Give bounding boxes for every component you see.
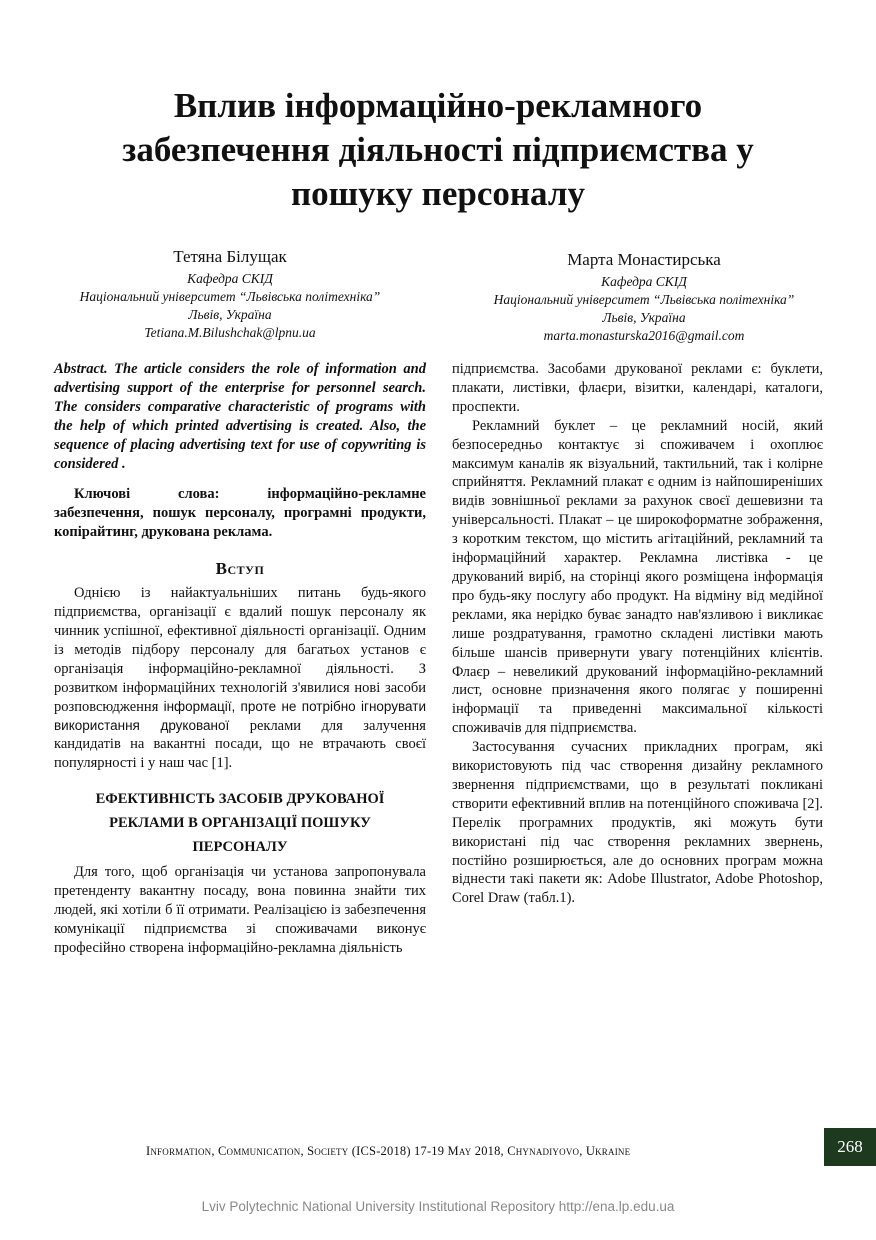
author-department: Кафедра СКІД (187, 271, 273, 286)
repository-notice[interactable]: Lviv Polytechnic National University Institutional Repository http://ena.lp.edu.ua (201, 1199, 675, 1214)
author-email[interactable]: marta.monasturska2016@gmail.com (543, 328, 745, 343)
heading-line: РЕКЛАМИ В ОРГАНІЗАЦІЇ ПОШУКУ (109, 815, 371, 832)
author-name: Тетяна Білущак (173, 247, 287, 266)
conference-footer: Information, Communication, Society (ICS-2018) 17-19 May 2018, Chynadiyovo, Ukraine (146, 1144, 631, 1158)
intro-text-highlight: інформації, проте не потрібно ігнорувати використання друкованої (54, 698, 426, 733)
title-line: забезпечення діяльності підприємства у (122, 130, 754, 169)
author-university: Національний університет “Львівська політехніка” (79, 289, 381, 304)
page-number: 268 (837, 1137, 863, 1156)
section-heading-effectiveness (54, 787, 426, 859)
left-column (54, 360, 426, 958)
paper-title (40, 84, 836, 216)
right-paragraph-software: Застосування сучасних прикладних програм, які використовують під час створення дизайну рекламного звернення підприємствами, що в результаті покликані створити ефективний вплив на потенційного споживача [2]. Перелік програмних продуктів, які можуть бути використані під час створення рекламних звернень, постійно розширюється, але до основних програм можна віднести такі пакети як: Adobe Illustrator, Adobe Photoshop, Corel Draw (табл.1). (452, 739, 823, 907)
right-paragraph-booklet: Рекламний буклет – це рекламний носій, який безпосередньо контактує зі споживачем і охоплює максимум каналів як візуальний, тактильний, так і колірне сприйняття. Рекламний плакат є одним із найпоширеніших видів зовнішньої реклами за рахунок своєї дешевизни та універсальності. Плакат – це широкоформатне зображення, з коротким текстом, що містить агітаційний, рекламний та інформаційний характер. Рекламна листівка - це друкований виріб, на сторінці якого розміщена інформація про будь-яку послугу або продукт. На відміну від медійної реклами, яка нерідко буває занадто нав'язливою і викликає лише роздратування, грамотно складені листівки мають більше шансів привернути увагу потенційних клієнтів. Флаєр – невеликий друкований інформаційно-рекламний лист, основне призначення якого полягає у поширенні інформації та приведенні максимальної кількості споживачів для підприємства. (452, 417, 823, 737)
author-department: Кафедра СКІД (601, 274, 687, 289)
title-line: Вплив інформаційно-рекламного (173, 86, 703, 125)
author-city: Львів, Україна (602, 310, 686, 325)
abstract: Abstract. The article considers the role of information and advertising support of the enterprise for personnel search. The considers comparative characteristic of programs with the help of which printed advertising is created. Also, the sequence of placing advertising text for use of copywriting is considered . (54, 361, 426, 472)
page-number-box (824, 1128, 876, 1166)
section-heading-intro: Вступ (215, 559, 265, 579)
author-name: Марта Монастирська (567, 250, 721, 269)
author-city: Львів, Україна (188, 307, 272, 322)
heading-line: ПЕРСОНАЛУ (192, 839, 288, 856)
intro-text-end: реклами для залучення кандидатів на вакантні посади, що не втрачають своєї популярності і у наш час [1]. (54, 717, 426, 772)
keywords: Ключові слова: інформаційно-рекламне забезпечення, пошук персоналу, програмні продукти, копірайтинг, друкована реклама. (54, 486, 426, 541)
intro-text-start: Однією із найактуальніших питань будь-якого підприємства, організації є вдалий пошук персоналу як чинник успішної, ефективної діяльності організації. Одним із методів підбору персоналу для багатьох установ є організація інформаційно-рекламної діяльності. З розвитком інформаційних технологій з'явилися нові засоби розповсюдження (54, 585, 426, 715)
author-block-2 (452, 249, 836, 345)
right-paragraph-continued: підприємства. Засобами друкованої реклами є: буклети, плакати, листівки, флаєри, візитки, календарі, каталоги, проспекти. (452, 361, 823, 415)
right-column (452, 360, 823, 908)
author-email[interactable]: Tetiana.M.Bilushchak@lpnu.ua (144, 325, 316, 340)
intro-paragraph (54, 584, 426, 773)
author-block-1 (44, 246, 416, 342)
section2-paragraph: Для того, щоб організація чи установа запропонувала претенденту вакантну посаду, вона повинна знайти тих людей, які хотіли б її отримати. Реалізацією із забезпечення комунікації підприємства зі споживачами виконує професійно створена інформаційно-рекламна діяльність (54, 864, 426, 956)
author-university: Національний університет “Львівська політехніка” (493, 292, 795, 307)
heading-line: ЕФЕКТИВНІСТЬ ЗАСОБІВ ДРУКОВАНОЇ (95, 791, 385, 808)
title-line: пошуку персоналу (291, 174, 585, 213)
